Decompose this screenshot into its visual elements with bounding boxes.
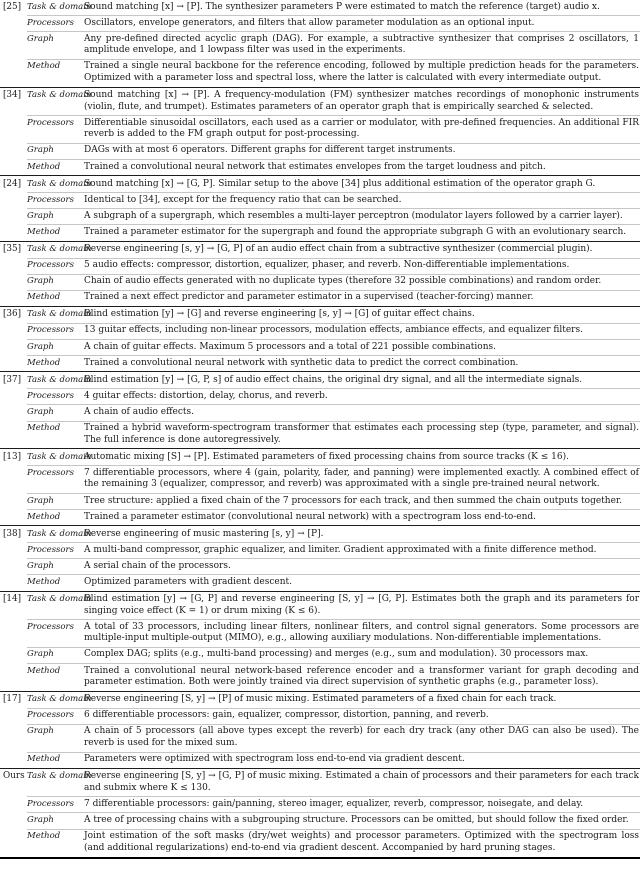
row-label-task: Task & domain [27,768,84,797]
cell-task: Automatic mixing [S] → [P]. Estimated parameters of fixed processing chains from source tracks (K ≤ 16). [84,449,640,466]
citation-ref: [17] [0,691,27,708]
cell-graph: A serial chain of the processors. [84,559,640,575]
cell-task: Reverse engineering [S, y] → [P] of music mixing. Estimated parameters of a fixed chain for each track. [84,691,640,708]
citation-ref-spacer [0,193,27,209]
row-label-processors: Processors [27,620,84,648]
citation-ref-spacer [0,356,27,372]
table-row [0,708,640,724]
table-row [0,724,640,752]
row-label-method: Method [27,160,84,176]
table-row [0,258,640,274]
row-label-graph: Graph [27,143,84,159]
table-row [0,664,640,692]
table-row [0,691,640,708]
row-label-method: Method [27,752,84,768]
table-row [0,323,640,339]
cell-method: Trained a convolutional neural network that estimates envelopes from the target loudness and pitch. [84,160,640,176]
citation-ref-spacer [0,323,27,339]
row-label-method: Method [27,356,84,372]
table-row [0,356,640,372]
citation-ref-spacer [0,575,27,591]
citation-ref-ours: Ours [0,768,27,797]
citation-ref-spacer [0,225,27,241]
table-row [0,241,640,258]
citation-ref-spacer [0,494,27,510]
row-label-graph: Graph [27,559,84,575]
table-row [0,510,640,526]
cell-task: Reverse engineering of music mastering [s, y] → [P]. [84,526,640,543]
cell-task: Reverse engineering [S, y] → [G, P] of music mixing. Estimated a chain of processors and their parameters for each track and submix where K ≤ 130. [84,768,640,797]
cell-graph: A subgraph of a supergraph, which resembles a multi-layer perceptron (modulator layers followed by a carrier layer). [84,209,640,225]
cell-task: Sound matching [x] → [G, P]. Similar setup to the above [34] plus additional estimation of the operator graph G. [84,176,640,193]
cell-graph: Any pre-defined directed acyclic graph (DAG). For example, a subtractive synthesizer that comprises 2 oscillators, 1 amplitude envelope, and 1 lowpass filter was used in the experiments. [84,32,640,60]
cell-processors: A total of 33 processors, including linear filters, nonlinear filters, and control signal generators. Some processors are multiple-input multiple-output (MIMO), e.g., allowing auxiliary modulations. Non-differentiable implementations. [84,620,640,648]
cell-method: Trained a parameter estimator for the supergraph and found the appropriate subgraph G with an evolutionary search. [84,225,640,241]
row-label-method: Method [27,575,84,591]
table-row [0,494,640,510]
row-label-method: Method [27,225,84,241]
row-label-graph: Graph [27,209,84,225]
table-row [0,306,640,323]
citation-ref-spacer [0,647,27,663]
citation-ref-spacer [0,829,27,858]
row-label-task: Task & domain [27,372,84,389]
table-row [0,193,640,209]
row-label-task: Task & domain [27,526,84,543]
citation-ref: [37] [0,372,27,389]
cell-graph: A chain of 5 processors (all above types except the reverb) for each dry track (any other DAG can also be used). The reverb is used for the mixed sum. [84,724,640,752]
table-row [0,620,640,648]
cell-method: Joint estimation of the soft masks (dry/wet weights) and processor parameters. Optimized with the spectrogram loss (and additional regularizations) end-to-end via gradient descent. Accompanied by hard pruning stages. [84,829,640,858]
row-label-graph: Graph [27,274,84,290]
row-label-processors: Processors [27,543,84,559]
cell-processors: 5 audio effects: compressor, distortion, equalizer, phaser, and reverb. Non-differentiable implementations. [84,258,640,274]
cell-processors: A multi-band compressor, graphic equalizer, and limiter. Gradient approximated with a finite difference method. [84,543,640,559]
table-row [0,87,640,116]
table-row [0,797,640,813]
row-label-task: Task & domain [27,691,84,708]
row-label-method: Method [27,290,84,306]
table-row [0,16,640,32]
citation-ref: [38] [0,526,27,543]
table-row [0,340,640,356]
citation-ref-spacer [0,664,27,692]
citation-ref-spacer [0,405,27,421]
cell-graph: A tree of processing chains with a subgrouping structure. Processors can be omitted, but should follow the fixed order. [84,813,640,829]
citation-ref-spacer [0,340,27,356]
citation-ref-spacer [0,559,27,575]
row-label-processors: Processors [27,797,84,813]
cell-graph: A chain of guitar effects. Maximum 5 processors and a total of 221 possible combinations. [84,340,640,356]
citation-ref-spacer [0,813,27,829]
cell-task: Reverse engineering [s, y] → [G, P] of an audio effect chain from a subtractive synthesizer (commercial plugin). [84,241,640,258]
cell-method: Trained a hybrid waveform-spectrogram transformer that estimates each processing step (type, parameter, and signal). The full inference is done autoregressively. [84,421,640,449]
cell-method: Trained a convolutional neural network with synthetic data to predict the correct combination. [84,356,640,372]
citation-ref: [34] [0,87,27,116]
cell-graph: Tree structure: applied a fixed chain of the 7 processors for each track, and then summed the chain outputs together. [84,494,640,510]
citation-ref-spacer [0,708,27,724]
table-row [0,274,640,290]
row-label-processors: Processors [27,16,84,32]
row-label-graph: Graph [27,340,84,356]
citation-ref-spacer [0,290,27,306]
row-label-graph: Graph [27,32,84,60]
table-row [0,768,640,797]
cell-method: Trained a next effect predictor and parameter estimator in a supervised (teacher-forcing) manner. [84,290,640,306]
citation-ref: [25] [3,1,22,12]
table-row [0,405,640,421]
table-row [0,209,640,225]
table-row [0,290,640,306]
citation-ref-spacer [0,258,27,274]
cell-graph: A chain of audio effects. [84,405,640,421]
citation-ref: [36] [0,306,27,323]
table-row [0,813,640,829]
citation-ref: [24] [0,176,27,193]
row-label-graph: Graph [27,647,84,663]
row-label-graph: Graph [27,813,84,829]
table-row [0,421,640,449]
row-label-task: Task & domain [27,449,84,466]
row-label-task: Task & domain [27,241,84,258]
table-row [0,829,640,858]
cell-method: Trained a convolutional neural network-based reference encoder and a transformer variant for graph decoding and parameter estimation. Both were jointly trained via direct supervision of synthetic graphs (e.g., parameter loss). [84,664,640,692]
citation-ref-spacer [0,16,27,32]
table-row [0,59,640,87]
cell-task: Blind estimation [y] → [G, P, s] of audio effect chains, the original dry signal, and all the intermediate signals. [84,372,640,389]
citation-ref-spacer [0,510,27,526]
table-row [0,176,640,193]
citation-ref-spacer [0,543,27,559]
table-row [0,543,640,559]
cell-graph: DAGs with at most 6 operators. Different graphs for different target instruments. [84,143,640,159]
row-label-task: Task & domain [27,176,84,193]
cell-processors: 4 guitar effects: distortion, delay, chorus, and reverb. [84,389,640,405]
table-row [0,466,640,494]
table-row [0,389,640,405]
row-label-processors: Processors [27,258,84,274]
cell-task: Sound matching [x] → [P]. The synthesizer parameters P were estimated to match the reference (target) audio x. [84,1,600,12]
citation-ref-spacer [0,389,27,405]
citation-ref-spacer [0,466,27,494]
cell-processors: 7 differentiable processors, where 4 (gain, polarity, fader, and panning) were implemented exactly. A combined effect of the remaining 3 (equalizer, compressor, and reverb) was approximated with a single pre-trained neural network. [84,466,640,494]
citation-ref-spacer [0,752,27,768]
row-label-task: Task & domain [27,87,84,116]
row-label-graph: Graph [27,494,84,510]
citation-ref-spacer [0,116,27,144]
citation-ref-spacer [0,620,27,648]
citation-ref-spacer [0,32,27,60]
cell-processors: 7 differentiable processors: gain/panning, stereo imager, equalizer, reverb, compressor, noisegate, and delay. [84,797,640,813]
row-label-processors: Processors [27,323,84,339]
row-label-graph: Graph [27,724,84,752]
row-label-method: Method [27,829,84,858]
cell-task: Blind estimation [y] → [G] and reverse engineering [s, y] → [G] of guitar effect chains. [84,306,640,323]
row-label-processors: Processors [27,389,84,405]
row-label-processors: Processors [27,116,84,144]
citation-ref-spacer [0,421,27,449]
table-row [0,647,640,663]
table-row [0,372,640,389]
cell-method: Trained a single neural backbone for the reference encoding, followed by multiple prediction heads for the parameters. Optimized with a parameter loss and spectral loss, where the latter is calculated with every intermediate output. [84,59,640,87]
citation-ref-spacer [0,160,27,176]
row-label-task: Task & domain [27,591,84,620]
citation-ref: [35] [0,241,27,258]
table-row [0,575,640,591]
table-row [0,559,640,575]
cell-processors: Oscillators, envelope generators, and filters that allow parameter modulation as an optional input. [84,16,640,32]
row-label-method: Method [27,510,84,526]
citation-ref-spacer [0,143,27,159]
row-label-method: Method [27,59,84,87]
cell-processors: Identical to [34], except for the frequency ratio that can be searched. [84,193,640,209]
citation-ref-spacer [0,724,27,752]
citation-ref: [13] [0,449,27,466]
cell-processors: 6 differentiable processors: gain, equalizer, compressor, distortion, panning, and reverb. [84,708,640,724]
table-row [0,143,640,159]
table-row [0,160,640,176]
cell-processors: 13 guitar effects, including non-linear processors, modulation effects, ambiance effects, and equalizer filters. [84,323,640,339]
cell-method: Optimized parameters with gradient descent. [84,575,640,591]
table-row [0,526,640,543]
citation-ref: [14] [0,591,27,620]
table-row [0,32,640,60]
table-row [0,449,640,466]
table-row [0,591,640,620]
cell-graph: Complex DAG; splits (e.g., multi-band processing) and merges (e.g., sum and modulation). 30 processors max. [84,647,640,663]
cell-method: Trained a parameter estimator (convolutional neural network) with a spectrogram loss end-to-end. [84,510,640,526]
cell-task: Sound matching [x] → [P]. A frequency-modulation (FM) synthesizer matches recordings of monophonic instruments (violin, flute, and trumpet). Estimates parameters of an operator graph that is empirically searched & selected. [84,87,640,116]
row-label-task: Task & domain [27,306,84,323]
row-label-method: Method [27,421,84,449]
cell-graph: Chain of audio effects generated with no duplicate types (therefore 32 possible combinations) and random order. [84,274,640,290]
row-label-task: Task & domain [27,1,92,12]
citation-ref-spacer [0,274,27,290]
citation-ref-spacer [0,209,27,225]
cell-processors: Differentiable sinusoidal oscillators, each used as a carrier or modulator, with pre-defined frequencies. An additional FIR reverb is added to the FM graph output for post-processing. [84,116,640,144]
row-label-method: Method [27,664,84,692]
row-label-processors: Processors [27,708,84,724]
citation-ref-spacer [0,797,27,813]
cell-task: Blind estimation [y] → [G, P] and reverse engineering [S, y] → [G, P]. Estimates both the graph and its parameters for singing voice effect (K = 1) or drum mixing (K ≤ 6). [84,591,640,620]
row-label-processors: Processors [27,193,84,209]
table-row [0,225,640,241]
table-row [0,116,640,144]
table-row [0,752,640,768]
row-label-processors: Processors [27,466,84,494]
row-label-graph: Graph [27,405,84,421]
table-row [0,0,640,16]
citation-ref-spacer [0,59,27,87]
cell-method: Parameters were optimized with spectrogram loss end-to-end via gradient descent. [84,752,640,768]
